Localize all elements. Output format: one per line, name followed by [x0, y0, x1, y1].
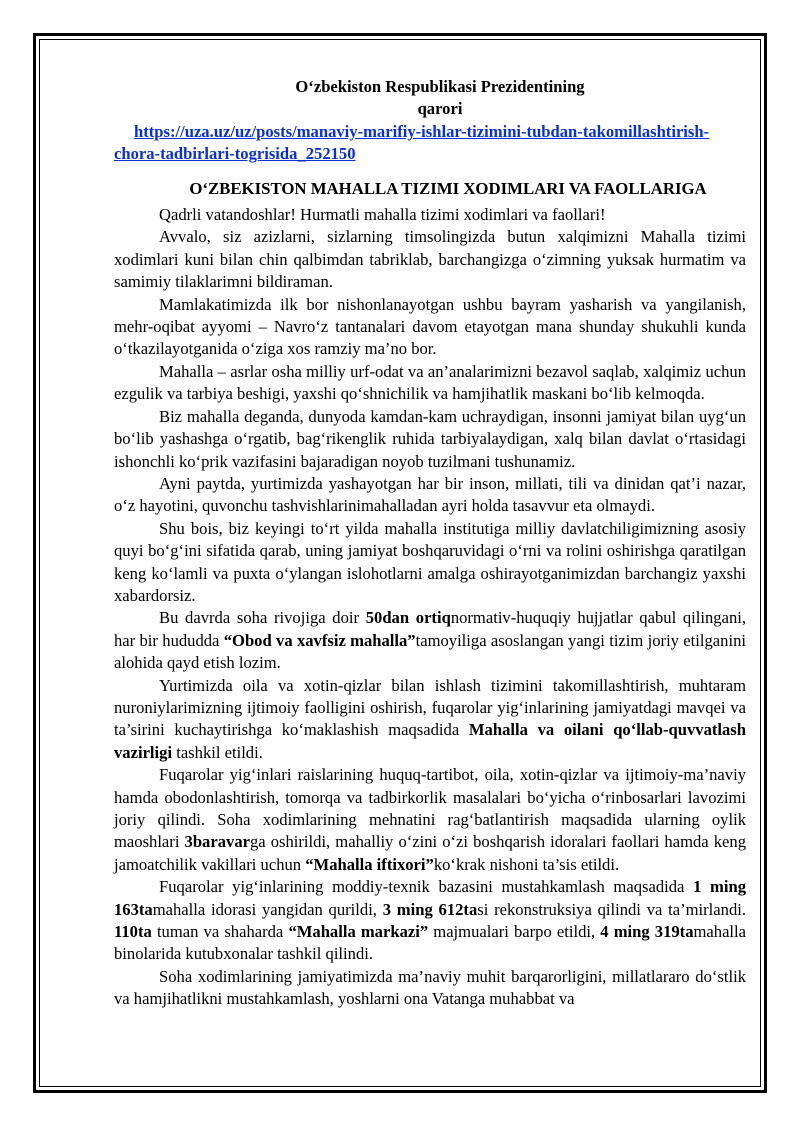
paragraph: Mahalla – asrlar osha milliy urf-odat va an’analarimizni bezavol saqlab, xalqimiz uchun ezgulik va tarbiya beshigi, yaxshi qo‘shnichilik va hamjihatlik maskani bo‘lib kelmoqda.: [114, 361, 746, 404]
paragraph: Mamlakatimizda ilk bor nishonlanayotgan ushbu bayram yasharish va yangilanish, mehr-oqibat ayyomi – Navro‘z tantanalari davom etayotgan mana shunday shukuhli kunda o‘tkazilayotganida o‘ziga xos ramziy ma’no bor.: [114, 294, 746, 359]
text-run: tuman va shaharda: [151, 922, 289, 942]
paragraph: [114, 675, 746, 765]
document-body: [114, 76, 746, 1011]
text-run: tamoyiliga asoslangan yangi tizim joriy etilganini alohida qayd etish lozim.: [114, 630, 746, 673]
paragraph: [114, 607, 746, 674]
bold-run: 3baravar: [184, 832, 250, 852]
paragraph: Biz mahalla deganda, dunyoda kamdan-kam uchraydigan, insonni jamiyat bilan uyg‘un bo‘lib yashashga o‘rgatib, bag‘rikenglik ruhida tarbiyalaydigan, xalq bilan davlat o‘rtasidagi ishonchli ko‘prik vazifasini bajaradigan noyob tuzilmani tushunamiz.: [114, 406, 746, 471]
paragraph: [114, 876, 746, 966]
text-run: si rekonstruksiya qilindi va ta’mirlandi.: [477, 899, 747, 919]
text-run: ga oshirildi, mahalliy o‘zini o‘zi boshqarish idoralari faollari hamda keng jamoatchilik vakillari uchun: [114, 832, 746, 874]
paragraph: Soha xodimlarining jamiyatimizda ma’naviy muhit barqarorligini, millatlararo do‘stlik va hamjihatlikni mustahkamlash, yoshlarni ona Vatanga muhabbat va: [114, 966, 746, 1009]
text-run: normativ-huquqiy hujjatlar qabul qilingani, har bir hududda: [114, 608, 747, 650]
paragraph: Avvalo, siz azizlarni, sizlarning timsolingizda butun xalqimizni Mahalla tizimi xodimlari kuni bilan chin qalbimdan tabriklab, barchangizga o‘zimning yuksak hurmatim va samimiy tilaklarimni bildiraman.: [114, 227, 746, 292]
paragraph: Qadrli vatandoshlar! Hurmatli mahalla tizimi xodimlari va faollari!: [159, 205, 606, 225]
text-run: mahalla binolarida kutubxonalar tashkil qilindi.: [114, 922, 747, 964]
bold-run: 3 ming 612ta: [382, 899, 478, 919]
paragraph: [114, 764, 746, 876]
text-run: tashkil etildi.: [172, 742, 263, 762]
bold-run: “Mahalla iftixori”: [305, 854, 434, 874]
text-run: majmualari barpo etildi,: [428, 922, 601, 942]
bold-run: “Obod va xavfsiz mahalla”: [223, 630, 416, 650]
text-run: Fuqarolar yig‘inlari raislarining huquq-tartibot, oila, xotin-qizlar va ijtimoiy-ma’naviy hamda obodonlashtirish, tomorqa va tadbirkorlik masalalari bo‘yicha o‘rinbosarlari lavozimi joriy qilindi. Soha xodimlarining mehnatini rag‘batlantirish maqsadida ularning oylik maoshlari: [114, 765, 746, 852]
bold-run: 1 ming 163ta: [114, 877, 747, 919]
text-run: Yurtimizda oila va xotin-qizlar bilan ishlash tizimini takomillashtirish, muhtaram nuroniylarimizning ijtimoiy faolligini oshirish, fuqarolar yig‘inlarining jamiyatdagi mavqei va ta’sirini kuchaytirishga ko‘maklashish maqsadida: [114, 675, 746, 740]
header-line-2: qarori: [417, 99, 463, 119]
source-link[interactable]: https://uza.uz/uz/posts/manaviy-marifiy-ishlar-tizimini-tubdan-takomillashtirish-chora-tadbirlari-togrisida_252150: [114, 121, 710, 164]
text-run: mahalla idorasi yangidan qurildi,: [152, 899, 383, 919]
bold-run: 110ta: [114, 922, 152, 942]
bold-run: “Mahalla markazi”: [288, 922, 429, 942]
bold-run: 50dan ortiq: [365, 608, 451, 628]
bold-run: Mahalla va oilani qo‘llab-quvvatlash vazirligi: [114, 720, 746, 762]
text-run: Bu davrda soha rivojiga doir: [159, 608, 366, 628]
header-line-1: O‘zbekiston Respublikasi Prezidentining: [295, 77, 585, 96]
bold-run: 4 ming 319ta: [600, 922, 694, 942]
paragraph: Ayni paytda, yurtimizda yashayotgan har bir inson, millati, tili va dinidan qat’i nazar, o‘z hayotini, quvonchu tashvishlarinimahalladan ayri holda tasavvur eta olmaydi.: [114, 473, 746, 516]
document-title: O‘ZBEKISTON MAHALLA TIZIMI XODIMLARI VA FAOLLARIGA: [189, 178, 707, 198]
text-run: Fuqarolar yig‘inlarining moddiy-texnik bazasini mustahkamlash maqsadida: [159, 877, 694, 897]
paragraph: Shu bois, biz keyingi to‘rt yilda mahalla institutiga milliy davlatchiligimizning asosiy quyi bo‘g‘ini sifatida qarab, uning jamiyat boshqaruvidagi o‘rni va rolini oshirishga qaratilgan keng ko‘lamli va puxta o‘ylangan islohotlarni amalga oshirayotganimizdan barchangiz yaxshi xabardorsiz.: [114, 518, 746, 605]
text-run: ko‘krak nishoni ta’sis etildi.: [433, 854, 620, 874]
